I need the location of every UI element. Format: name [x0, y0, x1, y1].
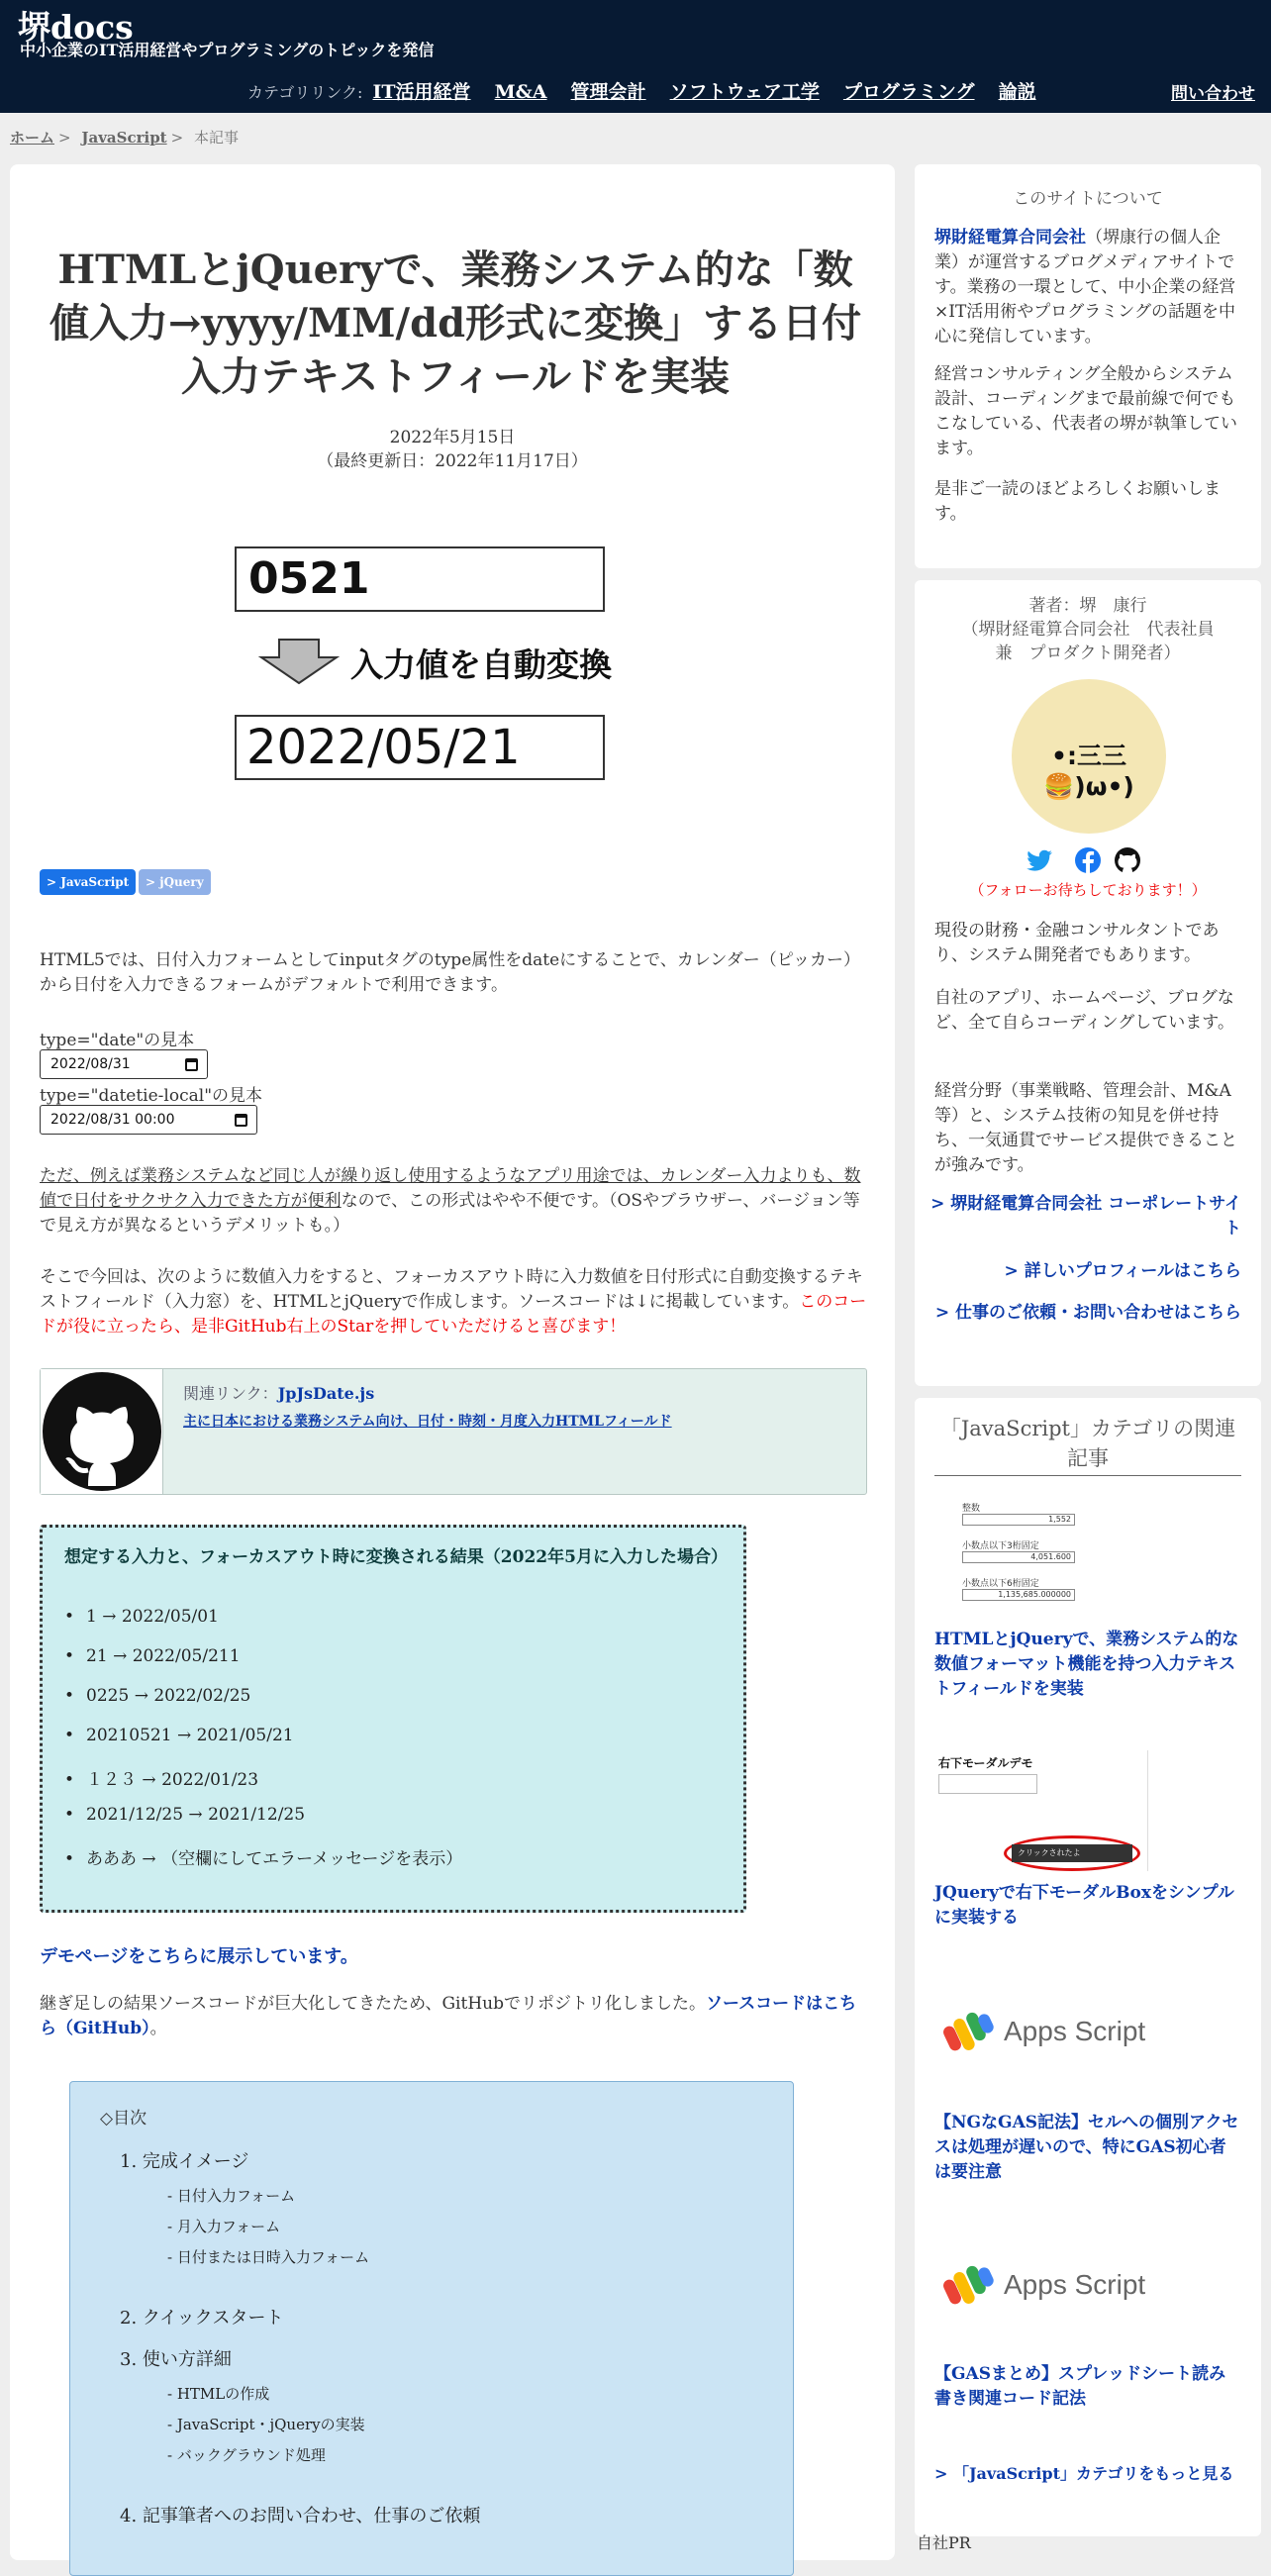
- toc-title: ◇目次: [100, 2109, 147, 2129]
- author-name: 著者：堺 康行: [1028, 596, 1147, 616]
- author-role: 兼 プロダクト開発者）: [995, 644, 1181, 663]
- thumb-value: 1,552: [962, 1514, 1075, 1526]
- hero-label: 入力値を自動変換: [350, 645, 612, 684]
- pr-heading: 自社PR: [917, 2533, 971, 2552]
- example-item: • あああ → （空欄にしてエラーメッセージを表示）: [64, 1844, 462, 1884]
- related-article-link[interactable]: JQueryで右下モーダルBoxをシンプルに実装する: [934, 1883, 1234, 1928]
- apps-script-label: Apps Script: [1004, 2269, 1146, 2300]
- facebook-icon[interactable]: [1075, 847, 1101, 873]
- example-item: • １２３ → 2022/01/23: [64, 1765, 462, 1805]
- avatar-face: •:三三🍔)ω•): [1043, 742, 1134, 801]
- intro-paragraph: HTML5では、日付入力フォームとしてinputタグのtype属性をdateにすることで、カレンダー（ピッカー）から日付を入力できるフォームがデフォルトで利用できます。: [40, 950, 861, 995]
- article-title: HTMLとjQueryで、業務システム的な「数値入力→yyyy/MM/dd形式に変換」する日付入力テキストフィールドを実装: [49, 247, 862, 400]
- category-link-accounting[interactable]: 管理会計: [570, 81, 646, 103]
- datetime-sample-label: type="datetie-local"の見本: [40, 1086, 263, 1106]
- date-sample-input[interactable]: [40, 1049, 208, 1079]
- date-sample-label: type="date"の見本: [40, 1031, 195, 1050]
- drawback-emphasis: ただ、例えば業務システムなど同じ人が繰り返し使用するようなアプリ用途では、カレンダー入力よりも、数値で日付をサクサク入力できた方が便利: [40, 1166, 861, 1211]
- updated-date: （最終更新日：2022年11月17日）: [317, 451, 588, 471]
- category-label: カテゴリリンク:: [247, 83, 363, 102]
- article-card: [10, 164, 895, 2560]
- company-link[interactable]: 堺財経電算合同会社: [934, 228, 1086, 248]
- down-arrow-icon: [257, 638, 341, 685]
- example-item: • 20210521 → 2021/05/21: [64, 1726, 462, 1765]
- site-header: [0, 0, 1271, 113]
- related-articles-card: [915, 1398, 1261, 2536]
- calendar-icon[interactable]: [235, 1114, 247, 1127]
- about-text: （堺康行の個人企業）が運営するブログメディアサイトです。業務の一環として、中小企業の経営×IT活用術やプログラミングの話題を中心に発信しています。: [934, 228, 1236, 347]
- related-heading: 「JavaScript」カテゴリの関連記事: [934, 1414, 1241, 1476]
- contact-link[interactable]: 問い合わせ: [1171, 84, 1255, 104]
- breadcrumb-separator: >: [170, 129, 184, 147]
- thumb-label: 小数点以下3桁固定: [962, 1541, 1039, 1551]
- thumb-value: 1,135,685.000000: [962, 1589, 1075, 1601]
- breadcrumb-current: 本記事: [193, 129, 239, 147]
- avatar: [1012, 679, 1166, 834]
- related-article-link[interactable]: 【GASまとめ】スプレッドシート読み書き関連コード記法: [934, 2364, 1226, 2409]
- corporate-site-link[interactable]: > 堺財経電算合同会社 コーポレートサイト: [930, 1194, 1241, 1238]
- related-thumbnail-modal[interactable]: [934, 1750, 1148, 1871]
- author-card: [915, 580, 1261, 1386]
- calendar-icon[interactable]: [185, 1058, 198, 1071]
- toc-subitem-date-form[interactable]: - 日付入力フォーム: [167, 2187, 296, 2205]
- category-nav: [247, 77, 1054, 104]
- toc-subitem-datetime-form[interactable]: - 日付または日時入力フォーム: [167, 2248, 370, 2266]
- toc-subitem-js[interactable]: - JavaScript・jQueryの実装: [167, 2416, 365, 2433]
- author-role: （堺財経電算合同会社 代表社員: [961, 620, 1215, 640]
- examples-box: [40, 1525, 746, 1913]
- toc-subitem-html[interactable]: - HTMLの作成: [167, 2385, 270, 2403]
- toc-item-quickstart[interactable]: 2. クイックスタート: [120, 2308, 284, 2328]
- github-paragraph: [40, 1992, 871, 2041]
- table-of-contents: [69, 2081, 794, 2576]
- datetime-sample-value: 2022/08/31 00:00: [50, 1112, 175, 1128]
- apps-script-icon: [942, 2010, 998, 2053]
- category-link-essay[interactable]: 論説: [998, 81, 1036, 103]
- published-date: 2022年5月15日: [389, 428, 516, 447]
- site-tagline: 中小企業のIT活用経営やプログラミングのトピックを発信: [20, 41, 435, 59]
- github-source-link[interactable]: ソースコードはこちら（GitHub）: [40, 1994, 857, 2038]
- twitter-icon[interactable]: [1021, 849, 1052, 875]
- jpjsdate-link[interactable]: JpJsDate.js: [277, 1384, 375, 1403]
- article-dates: [10, 426, 895, 473]
- example-item: • 0225 → 2022/02/25: [64, 1686, 462, 1726]
- breadcrumb-home[interactable]: ホーム: [10, 129, 55, 147]
- tag-jquery[interactable]: > jQuery: [139, 869, 211, 895]
- demo-page-link[interactable]: デモページをこちらに展示しています。: [40, 1946, 358, 1967]
- approach-paragraph: [40, 1265, 871, 1339]
- thumb-value: 4,051.600: [962, 1551, 1075, 1563]
- about-card: [915, 164, 1261, 568]
- toc-item-usage[interactable]: 3. 使い方詳細: [120, 2349, 232, 2370]
- github-text: 継ぎ足しの結果ソースコードが巨大化してきたため、GitHubでリポジトリ化しました。: [40, 1994, 706, 2014]
- hero-output-box: 2022/05/21: [235, 715, 605, 780]
- related-article-link[interactable]: 【NGなGAS記法】セルへの個別アクセスは処理が遅いので、特にGAS初心者は要注意: [934, 2113, 1239, 2182]
- about-paragraph: 是非ご一読のほどよろしくお願いします。: [934, 479, 1221, 524]
- profile-link[interactable]: > 詳しいプロフィールはこちら: [1004, 1261, 1241, 1281]
- toc-subitem-month-form[interactable]: - 月入力フォーム: [167, 2218, 281, 2235]
- more-category-link[interactable]: > 「JavaScript」カテゴリをもっと見る: [934, 2464, 1234, 2483]
- drawback-paragraph: [40, 1164, 871, 1238]
- author-heading: [915, 594, 1261, 665]
- breadcrumb: [10, 127, 239, 148]
- examples-title: 想定する入力と、フォーカスアウト時に変換される結果（2022年5月に入力した場合）: [64, 1547, 728, 1567]
- author-bio: 自社のアプリ、ホームページ、ブログなど、全て自らコーディングしています。: [934, 988, 1234, 1033]
- about-paragraph: 経営コンサルティング全般からシステム設計、コーディングまで最前線で何でもこなしている、代表者の堺が執筆しています。: [934, 364, 1237, 458]
- example-item: • 21 → 2022/05/211: [64, 1646, 462, 1686]
- github-text-end: 。: [149, 2019, 167, 2038]
- apps-script-icon: [942, 2263, 998, 2307]
- related-thumbnail-number-format[interactable]: [934, 1501, 1083, 1612]
- category-link-it[interactable]: IT活用経営: [372, 81, 471, 103]
- hero-input-box: 0521: [235, 546, 605, 612]
- about-paragraph: [934, 226, 1241, 349]
- github-logo-icon: [41, 1369, 163, 1494]
- apps-script-logo[interactable]: [942, 2010, 1146, 2060]
- related-link-prefix: 関連リンク：: [183, 1384, 278, 1403]
- related-article-link[interactable]: HTMLとjQueryで、業務システム的な数値フォーマット機能を持つ入力テキストフィールドを実装: [934, 1630, 1239, 1699]
- related-link-card[interactable]: [40, 1368, 867, 1495]
- breadcrumb-category[interactable]: JavaScript: [81, 129, 167, 147]
- github-icon[interactable]: [1115, 847, 1140, 873]
- apps-script-logo[interactable]: [942, 2263, 1146, 2314]
- toc-item-contact[interactable]: 4. 記事筆者へのお問い合わせ、仕事のご依頼: [120, 2506, 481, 2526]
- approach-text: そこで今回は、次のように数値入力をすると、フォーカスアウト時に入力数値を日付形式に自動変換するテキストフィールド（入力窓）を、HTMLとjQueryで作成します。ソースコードは↓に掲載しています。: [40, 1267, 863, 1312]
- date-sample-value: 2022/08/31: [50, 1056, 131, 1072]
- drawback-rest: なので、この形式はやや不便です。（OSやブラウザー、バージョン等で見え方が異なるというデメリットも。）: [40, 1191, 860, 1236]
- author-bio: 現役の財務・金融コンサルタントであり、システム開発者でもあります。: [934, 921, 1220, 965]
- toc-item-preview[interactable]: 1. 完成イメージ: [120, 2151, 249, 2172]
- thumb-label: 小数点以下6桁固定: [962, 1579, 1039, 1589]
- work-inquiry-link[interactable]: > 仕事のご依頼・お問い合わせはこちら: [934, 1303, 1241, 1323]
- thumb-title: 右下モーダルデモ: [938, 1756, 1033, 1770]
- example-item: • 1 → 2022/05/01: [64, 1607, 462, 1646]
- category-link-software[interactable]: ソフトウェア工学: [669, 81, 820, 103]
- follow-message: （フォローお待ちしております！）: [969, 881, 1207, 899]
- datetime-sample-input[interactable]: [40, 1105, 257, 1135]
- breadcrumb-separator: >: [58, 129, 71, 147]
- related-link-description[interactable]: 主に日本における業務システム向け、日付・時刻・月度入力HTMLフィールド: [183, 1414, 672, 1430]
- about-heading: このサイトについて: [1013, 189, 1163, 209]
- thumb-placeholder: [938, 1774, 1037, 1794]
- tag-javascript[interactable]: > JavaScript: [40, 869, 136, 895]
- category-link-ma[interactable]: M&A: [494, 81, 547, 103]
- toc-subitem-background[interactable]: - バックグラウンド処理: [167, 2446, 326, 2464]
- site-title[interactable]: 堺docs: [18, 8, 134, 47]
- apps-script-label: Apps Script: [1004, 2016, 1146, 2046]
- category-link-programming[interactable]: プログラミング: [842, 81, 975, 103]
- related-link-heading: [183, 1381, 374, 1404]
- thumb-toast: クリックされたよ: [1012, 1844, 1132, 1862]
- example-item: • 2021/12/25 → 2021/12/25: [64, 1805, 462, 1844]
- examples-list: [64, 1607, 462, 1884]
- star-request: このコードが役に立ったら、是非GitHub右上のStarを押していただけると喜びます！: [40, 1292, 867, 1337]
- author-bio: 経営分野（事業戦略、管理会計、M&A等）と、システム技術の知見を併せ持ち、一気通貫でサービス提供できることが強みです。: [934, 1081, 1237, 1175]
- social-links: [1024, 845, 1152, 880]
- thumb-label: 整数: [962, 1504, 981, 1514]
